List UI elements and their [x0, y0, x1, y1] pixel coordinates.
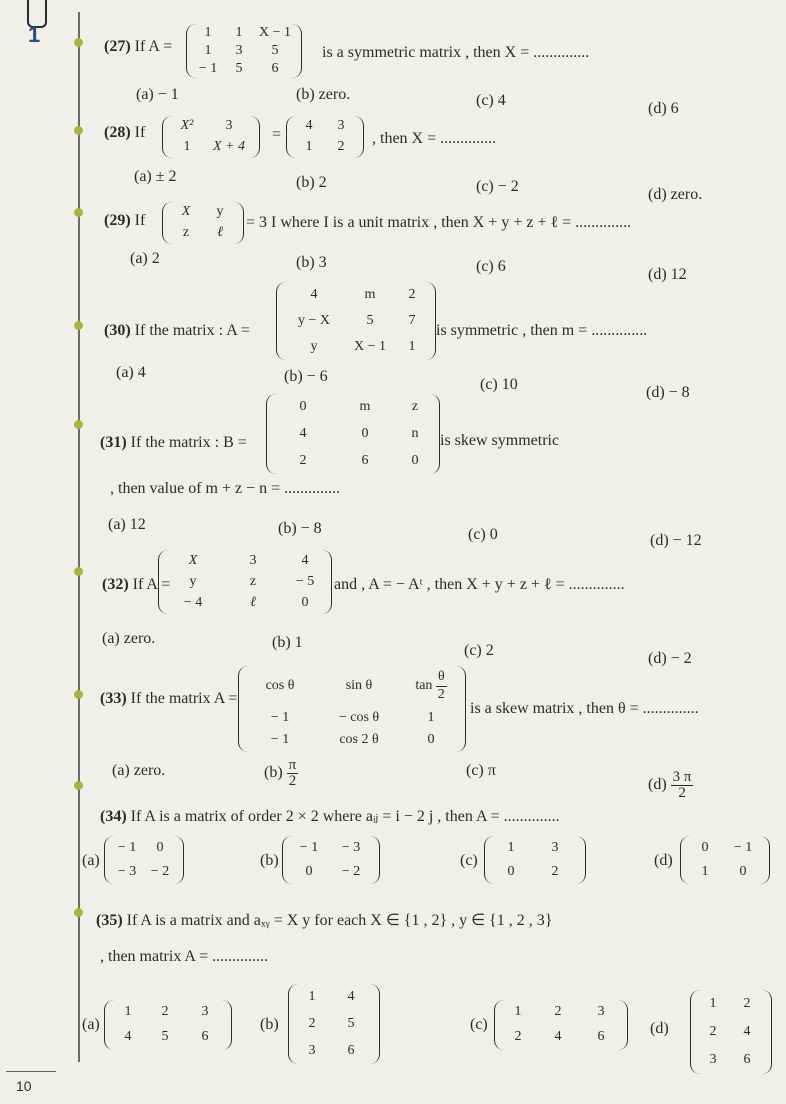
matrix-entry: 5 — [366, 312, 374, 328]
matrix-q35c — [494, 1000, 628, 1050]
bullet-q33 — [74, 690, 83, 699]
question-29: (29) If — [104, 212, 146, 229]
matrix-entry: z — [182, 225, 190, 241]
matrix-entry: 1 — [507, 839, 515, 855]
matrix-entry: y — [216, 204, 224, 220]
matrix-entry: 6 — [271, 60, 279, 76]
matrix-entry: z — [411, 399, 419, 415]
option-27b[interactable]: (b) zero. — [296, 86, 351, 103]
option-31b[interactable]: (b) − 8 — [278, 520, 322, 537]
matrix-entry: 4 — [310, 286, 318, 302]
matrix-entry: 3 — [551, 839, 559, 855]
matrix-entry: 1 — [305, 139, 313, 155]
matrix-entry: 4 — [347, 989, 355, 1005]
matrix-entry: − 1 — [117, 839, 137, 855]
option-34a[interactable]: (a) — [82, 852, 100, 869]
option-35c[interactable]: (c) — [470, 1016, 488, 1033]
matrix-entry: 0 — [156, 839, 164, 855]
matrix-entry: 0 — [739, 863, 747, 879]
matrix-entry: − 5 — [295, 573, 315, 589]
question-32-suffix: and , A = − Aᵗ , then X + y + z + ℓ = .............. — [334, 576, 625, 593]
option-33a[interactable]: (a) zero. — [112, 762, 166, 779]
question-27: (27) If A = — [104, 38, 173, 55]
matrix-entry: − 2 — [150, 863, 170, 879]
matrix-q34a — [104, 836, 184, 884]
matrix-entry: 4 — [124, 1029, 132, 1045]
matrix-entry: 1 — [514, 1004, 522, 1020]
option-28d[interactable]: (d) zero. — [648, 186, 703, 203]
bullet-q31 — [74, 420, 83, 429]
matrix-entry: 6 — [347, 1042, 355, 1058]
matrix-entry: m — [364, 286, 376, 302]
matrix-entry: 0 — [411, 452, 419, 468]
bullet-q29 — [74, 208, 83, 217]
question-28: (28) If — [104, 124, 146, 141]
matrix-entry: y − X — [297, 312, 330, 328]
matrix-entry: cos 2 θ — [339, 732, 379, 748]
matrix-entry: − 1 — [198, 60, 218, 76]
question-30-suffix: is symmetric , then m = .............. — [436, 322, 648, 339]
matrix-entry: 4 — [305, 118, 313, 134]
matrix-entry: 1 — [701, 863, 709, 879]
matrix-q32 — [158, 550, 332, 614]
matrix-entry: 1 — [427, 709, 435, 725]
matrix-entry: 2 — [743, 995, 751, 1011]
matrix-q27 — [186, 24, 302, 78]
question-28-suffix: , then X = .............. — [372, 130, 497, 147]
option-30b[interactable]: (b) − 6 — [284, 368, 328, 385]
option-29b[interactable]: (b) 3 — [296, 254, 327, 271]
matrix-entry: 3 — [709, 1051, 717, 1067]
matrix-entry: 0 — [361, 425, 369, 441]
option-30c[interactable]: (c) 10 — [480, 376, 518, 393]
matrix-entry: 5 — [347, 1015, 355, 1031]
bullet-q32 — [74, 567, 83, 576]
matrix-q31 — [266, 394, 440, 474]
matrix-entry: 1 — [235, 24, 243, 40]
option-33b[interactable]: (b) $\frac{\pi}{2}$ — [264, 757, 297, 789]
option-27a[interactable]: (a) − 1 — [136, 86, 179, 103]
matrix-entry: − 2 — [341, 863, 361, 879]
question-33-suffix: is a skew matrix , then θ = .............. — [470, 700, 699, 717]
bullet-q30 — [74, 321, 83, 330]
option-32d[interactable]: (d) − 2 — [648, 650, 692, 667]
matrix-entry: 1 — [408, 338, 416, 354]
matrix-entry: ℓ — [250, 595, 256, 611]
matrix-entry: sin θ — [345, 677, 373, 693]
question-34: (34) If A is a matrix of order 2 × 2 where aᵢⱼ = i − 2 j , then A = .............. — [100, 808, 560, 825]
question-31-line2: , then value of m + z − n = .............. — [110, 480, 341, 497]
bullet-q35 — [74, 908, 83, 917]
matrix-entry: 1 — [308, 989, 316, 1005]
matrix-entry: z — [249, 573, 257, 589]
bullet-q34 — [74, 781, 83, 790]
matrix-entry: − 3 — [117, 863, 137, 879]
matrix-entry: X — [188, 552, 198, 568]
matrix-entry: 0 — [305, 863, 313, 879]
option-34d[interactable]: (d) — [654, 852, 673, 869]
matrix-entry: y — [189, 573, 197, 589]
option-28c[interactable]: (c) − 2 — [476, 178, 519, 195]
option-35d[interactable]: (d) — [650, 1020, 669, 1037]
matrix-entry: 7 — [408, 312, 416, 328]
option-33d[interactable]: (d) $\frac{3 \pi}{2}$ — [648, 769, 692, 801]
matrix-entry: 3 — [225, 118, 233, 134]
matrix-q34b — [282, 836, 380, 884]
option-34c[interactable]: (c) — [460, 852, 478, 869]
matrix-q34d — [680, 836, 770, 884]
matrix-entry: 0 — [299, 399, 307, 415]
option-29d[interactable]: (d) 12 — [648, 266, 687, 283]
matrix-entry: 1 — [183, 139, 191, 155]
matrix-q35b — [288, 984, 380, 1064]
matrix-entry: 0 — [507, 863, 515, 879]
matrix-entry: 3 — [235, 42, 243, 58]
matrix-entry: m — [359, 399, 371, 415]
question-30: (30) If the matrix : A = — [104, 322, 250, 339]
matrix-entry: 2 — [161, 1004, 169, 1020]
matrix-entry: θ — [436, 669, 447, 686]
matrix-entry: 3 — [308, 1042, 316, 1058]
matrix-q34c — [484, 836, 586, 884]
matrix-entry: 5 — [235, 60, 243, 76]
question-31: (31) If the matrix : B = — [100, 434, 247, 451]
option-31c[interactable]: (c) 0 — [468, 526, 498, 543]
matrix-entry: 3 — [249, 552, 257, 568]
matrix-entry: 4 — [301, 552, 309, 568]
matrix-entry: 3 — [597, 1004, 605, 1020]
matrix-entry: 6 — [361, 452, 369, 468]
matrix-entry: X² — [180, 118, 194, 134]
matrix-q29 — [162, 202, 244, 244]
bullet-q27 — [74, 38, 83, 47]
question-35: (35) If A is a matrix and aₓᵧ = X y for each X ∈ {1 , 2} , y ∈ {1 , 2 , 3} — [96, 912, 553, 929]
matrix-q33 — [238, 666, 466, 752]
matrix-entry: X + 4 — [213, 139, 245, 155]
matrix-entry: 2 — [408, 286, 416, 302]
matrix-entry: 2 — [554, 1004, 562, 1020]
option-29c[interactable]: (c) 6 — [476, 258, 506, 275]
matrix-entry: 2 — [337, 139, 345, 155]
matrix-entry: 6 — [201, 1029, 209, 1045]
matrix-entry: − 1 — [299, 839, 319, 855]
matrix-entry: X — [181, 204, 191, 220]
matrix-entry: − cos θ — [338, 709, 380, 725]
matrix-entry: 2 — [299, 452, 307, 468]
matrix-entry: X − 1 — [353, 338, 386, 354]
page-number: 10 — [16, 1078, 32, 1094]
option-28a[interactable]: (a) ± 2 — [134, 168, 177, 185]
matrix-entry: 3 — [337, 118, 345, 134]
question-29-suffix: = 3 I where I is a unit matrix , then X + y + z + ℓ = .............. — [246, 214, 632, 231]
option-35b[interactable]: (b) — [260, 1016, 279, 1033]
matrix-entry: 1 — [124, 1004, 132, 1020]
matrix-entry: − 1 — [270, 732, 290, 748]
matrix-entry: 1 — [204, 24, 212, 40]
question-33: (33) If the matrix A = — [100, 690, 238, 707]
tan-half-theta: tan $\frac{\theta}{2}$ — [415, 669, 445, 702]
matrix-entry: n — [411, 425, 419, 441]
matrix-entry: 6 — [743, 1051, 751, 1067]
matrix-entry: 0 — [301, 595, 309, 611]
matrix-entry: 2 — [709, 1023, 717, 1039]
option-31d[interactable]: (d) − 12 — [650, 532, 702, 549]
option-33c[interactable]: (c) π — [466, 762, 496, 779]
matrix-entry: 1 — [204, 42, 212, 58]
option-31a[interactable]: (a) 12 — [108, 516, 146, 533]
option-30a[interactable]: (a) 4 — [116, 364, 146, 381]
question-35-line2: , then matrix A = .............. — [100, 948, 269, 965]
matrix-entry: 3 — [201, 1004, 209, 1020]
matrix-entry: 2 — [514, 1029, 522, 1045]
option-32a[interactable]: (a) zero. — [102, 630, 156, 647]
matrix-entry: cos θ — [265, 677, 295, 693]
question-32: (32) If A = — [102, 576, 171, 593]
matrix-entry: − 1 — [270, 709, 290, 725]
chapter-marker: 1 — [28, 22, 41, 47]
matrix-entry: 0 — [701, 839, 709, 855]
matrix-entry: 4 — [299, 425, 307, 441]
option-29a[interactable]: (a) 2 — [130, 250, 160, 267]
matrix-entry: 2 — [551, 863, 559, 879]
margin-rule — [78, 12, 80, 1062]
matrix-q30 — [276, 282, 436, 360]
matrix-entry: ℓ — [217, 225, 223, 241]
matrix-entry: 2 — [308, 1015, 316, 1031]
option-30d[interactable]: (d) − 8 — [646, 384, 690, 401]
option-27c[interactable]: (c) 4 — [476, 92, 506, 109]
matrix-entry: − 1 — [733, 839, 753, 855]
option-28b[interactable]: (b) 2 — [296, 174, 327, 191]
question-31-suffix: is skew symmetric — [440, 432, 560, 449]
option-32b[interactable]: (b) 1 — [272, 634, 303, 651]
equals-q28: = — [272, 126, 282, 143]
matrix-entry: 2 — [437, 686, 445, 702]
matrix-entry: 4 — [554, 1029, 562, 1045]
matrix-q28-right — [286, 116, 364, 158]
matrix-entry: 5 — [271, 42, 279, 58]
matrix-entry: y — [310, 338, 318, 354]
option-35a[interactable]: (a) — [82, 1016, 100, 1033]
matrix-entry: 1 — [709, 995, 717, 1011]
matrix-entry: 0 — [427, 732, 435, 748]
option-34b[interactable]: (b) — [260, 852, 279, 869]
option-27d[interactable]: (d) 6 — [648, 100, 679, 117]
matrix-entry: − 4 — [183, 595, 203, 611]
matrix-entry: X − 1 — [258, 24, 291, 40]
matrix-entry: 4 — [743, 1023, 751, 1039]
question-27-suffix: is a symmetric matrix , then X = .............. — [322, 44, 590, 61]
matrix-q35d — [690, 990, 772, 1074]
matrix-entry: 6 — [597, 1029, 605, 1045]
matrix-entry: − 3 — [341, 839, 361, 855]
matrix-q35a — [104, 1000, 232, 1050]
matrix-entry — [436, 669, 447, 702]
bullet-q28 — [74, 126, 83, 135]
page-number-rule — [6, 1071, 56, 1072]
matrix-q28-left — [162, 116, 260, 158]
matrix-entry: 5 — [161, 1029, 169, 1045]
option-32c[interactable]: (c) 2 — [464, 642, 494, 659]
